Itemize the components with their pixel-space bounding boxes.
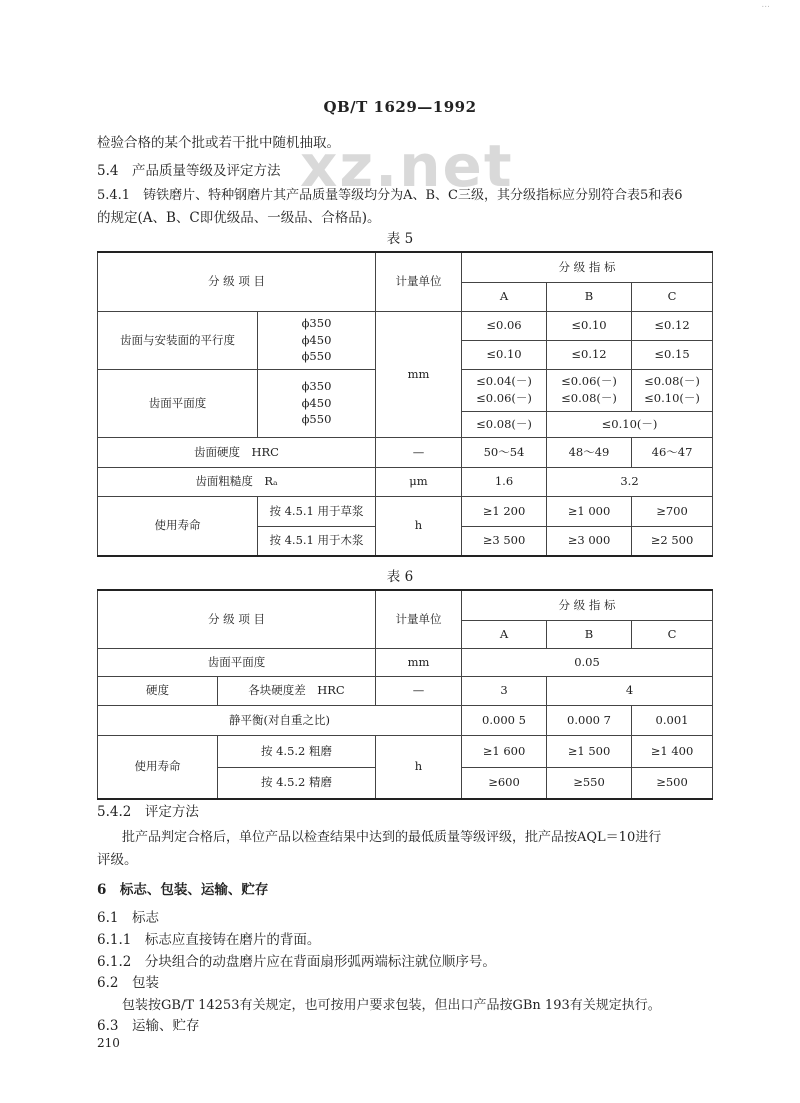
section-6-1-1: 6.1.1 标志应直接铸在磨片的背面。 xyxy=(97,932,321,948)
t6-cell: 4 xyxy=(547,676,713,705)
t6-header-b: B xyxy=(547,620,632,648)
t6-cell: ≥1 500 xyxy=(547,735,632,767)
t5-life-sub-straw: 按 4.5.1 用于草浆 xyxy=(258,496,376,526)
t5-life-label: 使用寿命 xyxy=(98,496,258,556)
t5-hardness-label: 齿面硬度 HRC xyxy=(98,437,376,467)
t5-cell: ≥1 200 xyxy=(462,496,547,526)
page-header: QB/T 1629—1992 xyxy=(323,98,477,116)
t5-cell: ≤0.08(－) ≤0.10(－) xyxy=(632,369,713,411)
t5-roughness-label: 齿面粗糙度 Rₐ xyxy=(98,467,376,496)
t6-header-item: 分 级 项 目 xyxy=(98,590,376,648)
t6-balance-label: 静平衡(对自重之比) xyxy=(98,705,462,735)
paragraph-2-cont: 评级。 xyxy=(97,852,138,868)
t6-cell: ≥1 400 xyxy=(632,735,713,767)
t6-flatness-unit: mm xyxy=(376,648,462,676)
t5-cell: 50～54 xyxy=(462,437,547,467)
t6-header-index: 分 级 指 标 xyxy=(462,590,713,620)
t5-cell: ≤0.15 xyxy=(632,340,713,369)
section-6-1: 6.1 标志 xyxy=(97,910,159,926)
t6-hardness-unit: — xyxy=(376,676,462,705)
t5-hardness-unit: — xyxy=(376,437,462,467)
t6-cell: ≥600 xyxy=(462,767,547,799)
paragraph-1: 检验合格的某个批或若干批中随机抽取。 xyxy=(97,135,340,151)
t5-cell: ≥1 000 xyxy=(547,496,632,526)
t5-flatness-label: 齿面平面度 xyxy=(98,369,258,437)
section-5-4: 5.4 产品质量等级及评定方法 xyxy=(97,163,281,179)
t6-cell: ≥500 xyxy=(632,767,713,799)
t6-flatness-label: 齿面平面度 xyxy=(98,648,376,676)
t5-cell: ≤0.10 xyxy=(462,340,547,369)
t5-cell: ≤0.06 xyxy=(462,311,547,340)
table5-caption: 表 5 xyxy=(386,231,414,247)
t6-life-label: 使用寿命 xyxy=(98,735,218,799)
t6-life-sub-fine: 按 4.5.2 精磨 xyxy=(218,767,376,799)
t5-roughness-unit: μm xyxy=(376,467,462,496)
t6-life-sub-coarse: 按 4.5.2 粗磨 xyxy=(218,735,376,767)
t5-cell: ≤0.08(－) xyxy=(462,411,547,437)
t6-cell: 0.001 xyxy=(632,705,713,735)
corner-mark: ... xyxy=(761,0,770,10)
t5-cell: ≥3 000 xyxy=(547,526,632,556)
t5-cell: ≥3 500 xyxy=(462,526,547,556)
t5-cell: 48～49 xyxy=(547,437,632,467)
section-6-1-2: 6.1.2 分块组合的动盘磨片应在背面扇形弧两端标注就位顺序号。 xyxy=(97,954,496,970)
t5-parallelism-sizes: ϕ350 ϕ450 ϕ550 xyxy=(258,311,376,369)
t6-cell: ≥550 xyxy=(547,767,632,799)
page-number: 210 xyxy=(97,1036,120,1050)
t6-hardness-label: 硬度 xyxy=(98,676,218,705)
t5-flatness-sizes: ϕ350 ϕ450 ϕ550 xyxy=(258,369,376,437)
paragraph-3: 包装按GB/T 14253有关规定，也可按用户要求包装，但出口产品按GBn 193有关规定执行。 xyxy=(122,998,661,1013)
table-5 xyxy=(97,251,713,557)
t6-cell: ≥1 600 xyxy=(462,735,547,767)
t5-cell: ≥2 500 xyxy=(632,526,713,556)
t5-header-c: C xyxy=(632,282,713,311)
t5-header-b: B xyxy=(547,282,632,311)
t6-cell: 0.05 xyxy=(462,648,713,676)
t6-header-a: A xyxy=(462,620,547,648)
t6-header-c: C xyxy=(632,620,713,648)
t5-cell: ≤0.10 xyxy=(547,311,632,340)
table-6 xyxy=(97,589,713,800)
t5-life-sub-wood: 按 4.5.1 用于木浆 xyxy=(258,526,376,556)
section-5-4-1-cont: 的规定(A、B、C即优级品、一级品、合格品)。 xyxy=(97,210,381,226)
t5-cell: ≤0.04(－) ≤0.06(－) xyxy=(462,369,547,411)
t5-life-unit: h xyxy=(376,496,462,556)
t6-cell: 0.000 5 xyxy=(462,705,547,735)
t5-cell: 3.2 xyxy=(547,467,713,496)
section-6: 6 标志、包装、运输、贮存 xyxy=(97,882,269,898)
t5-cell: 46～47 xyxy=(632,437,713,467)
section-6-2: 6.2 包装 xyxy=(97,975,159,991)
t6-hardness-sub: 各块硬度差 HRC xyxy=(218,676,376,705)
t5-cell: ≤0.06(－) ≤0.08(－) xyxy=(547,369,632,411)
t6-cell: 3 xyxy=(462,676,547,705)
paragraph-2: 批产品判定合格后，单位产品以检查结果中达到的最低质量等级评级，批产品按AQL＝10进行 xyxy=(122,830,662,845)
section-5-4-2: 5.4.2 评定方法 xyxy=(97,804,199,820)
t5-unit-mm: mm xyxy=(376,311,462,437)
t5-header-item: 分 级 项 目 xyxy=(98,252,376,311)
t5-cell: 1.6 xyxy=(462,467,547,496)
t5-header-a: A xyxy=(462,282,547,311)
t5-cell: ≤0.10(－) xyxy=(547,411,713,437)
t6-header-unit: 计量单位 xyxy=(376,590,462,648)
section-5-4-1: 5.4.1 铸铁磨片、特种钢磨片其产品质量等级均分为A、B、C三级，其分级指标应分别符合表5和表6 xyxy=(97,188,683,203)
t5-cell: ≤0.12 xyxy=(547,340,632,369)
t6-cell: 0.000 7 xyxy=(547,705,632,735)
t6-life-unit: h xyxy=(376,735,462,799)
section-6-3: 6.3 运输、贮存 xyxy=(97,1018,200,1034)
t5-header-unit: 计量单位 xyxy=(376,252,462,311)
t5-header-index: 分 级 指 标 xyxy=(462,252,713,282)
t5-cell: ≤0.12 xyxy=(632,311,713,340)
t5-parallelism-label: 齿面与安装面的平行度 xyxy=(98,311,258,369)
watermark: xz.net xyxy=(300,132,514,200)
table6-caption: 表 6 xyxy=(386,569,414,585)
t5-cell: ≥700 xyxy=(632,496,713,526)
